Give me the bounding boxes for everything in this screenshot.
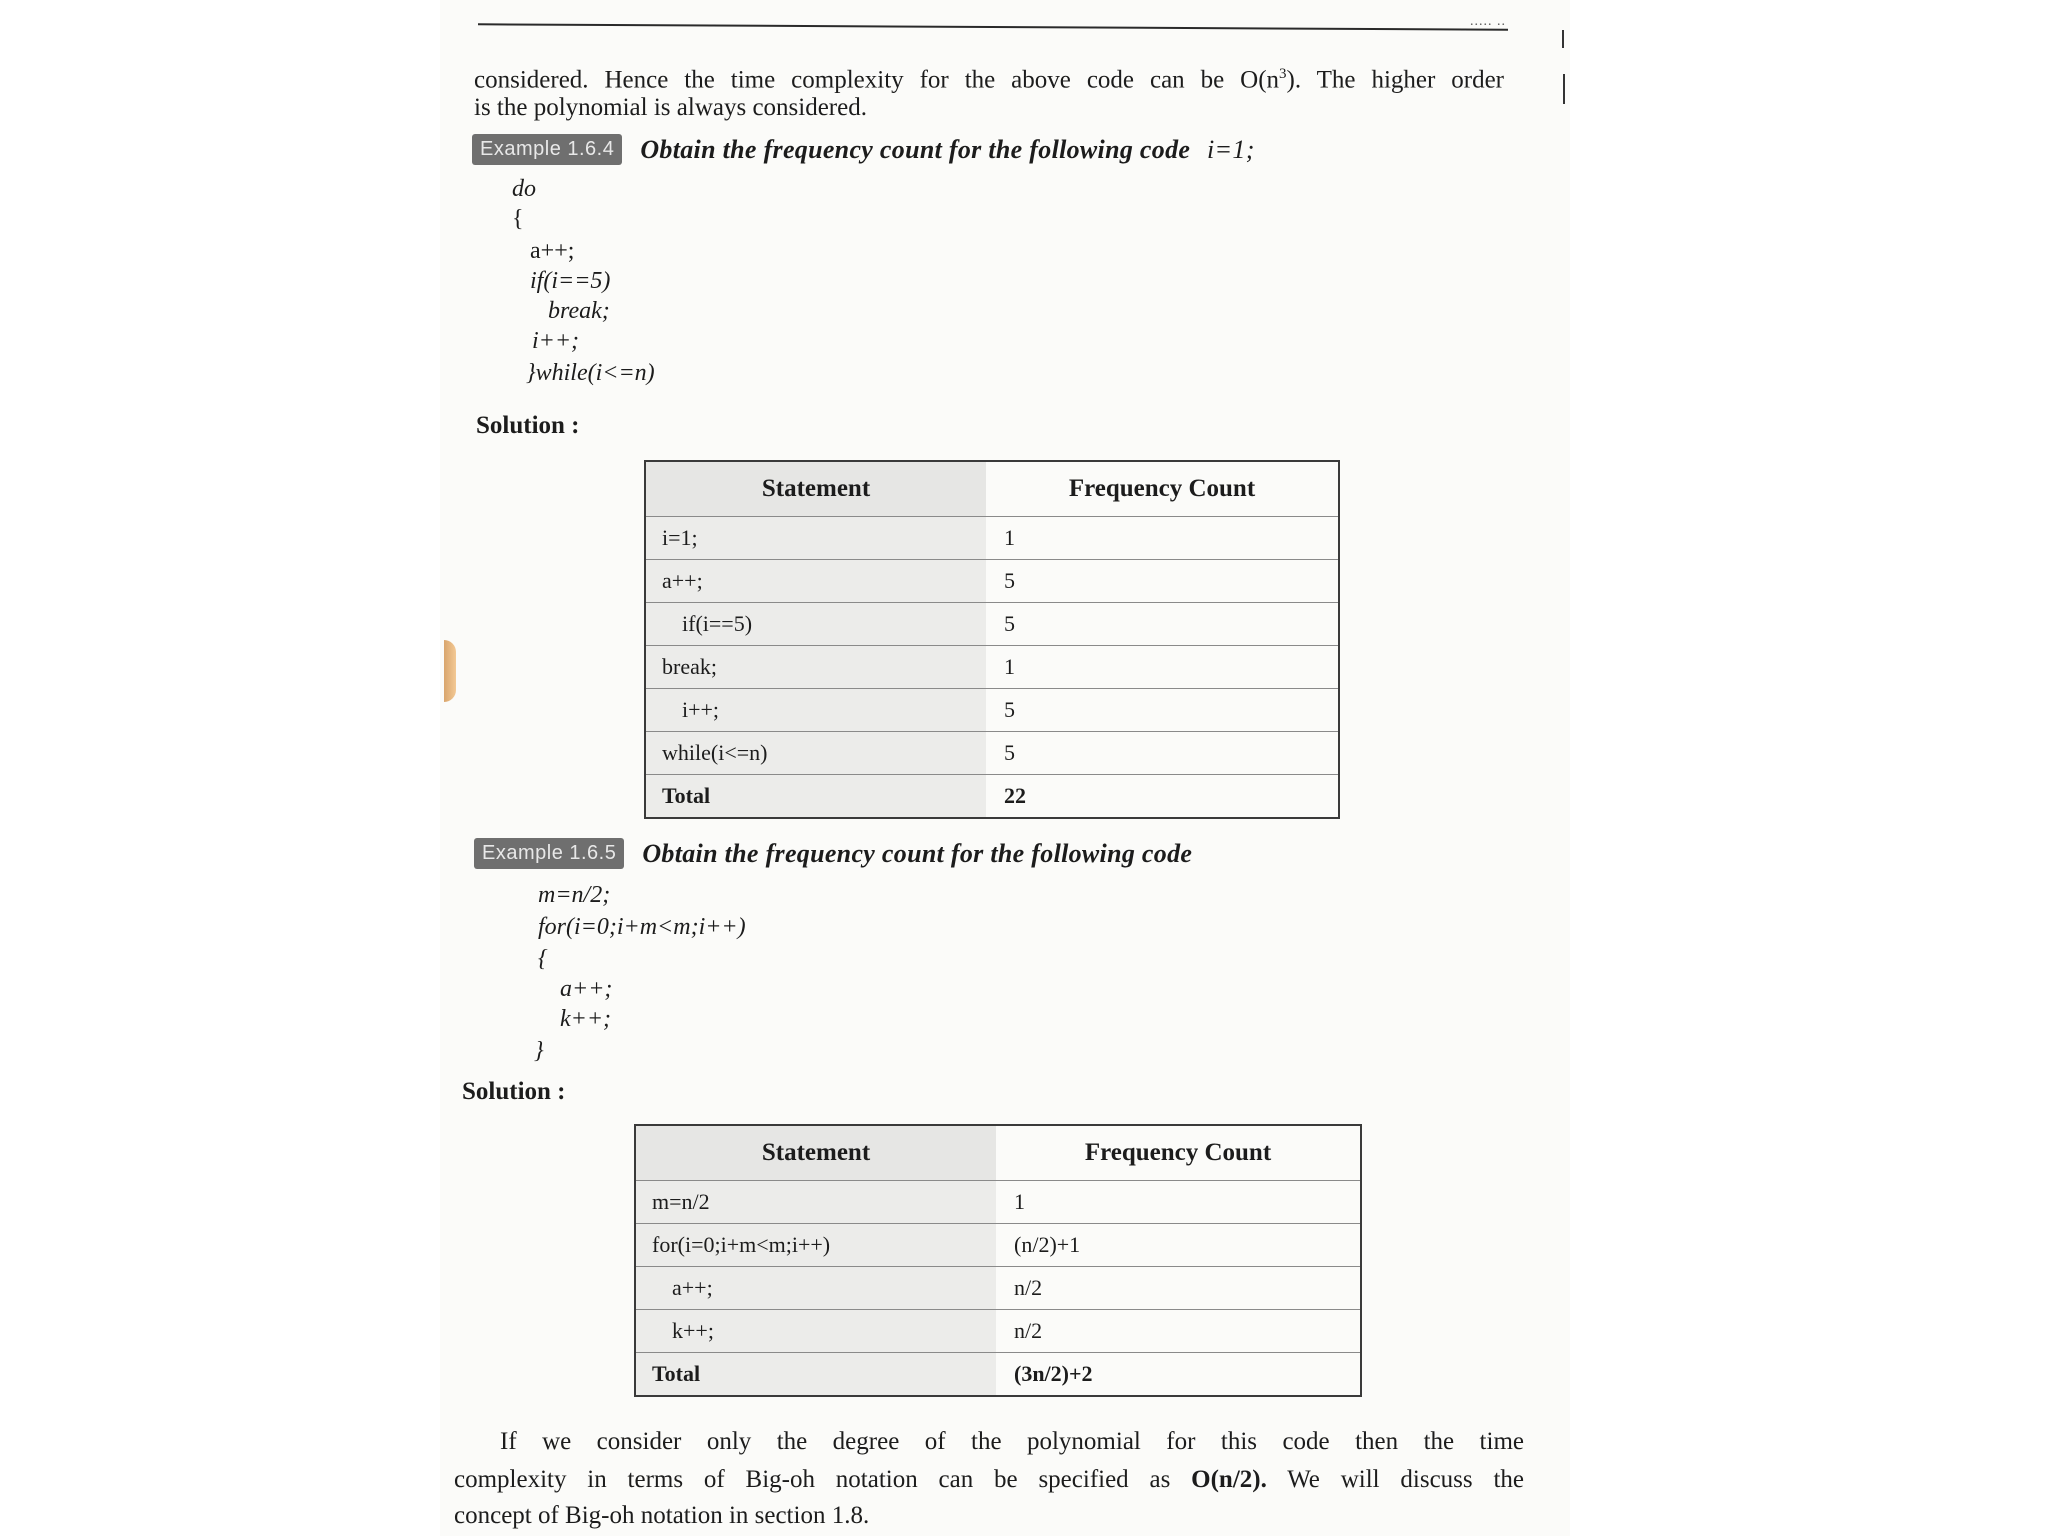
code-line: do <box>512 176 536 202</box>
table-row <box>645 646 1339 689</box>
statement-cell: i++; <box>645 689 986 732</box>
count-cell: 5 <box>986 732 1339 775</box>
table-row <box>635 1310 1361 1353</box>
statement-cell: a++; <box>645 560 986 603</box>
example-prompt: Obtain the frequency count for the following code <box>642 838 1193 868</box>
conclusion-line-2 <box>454 1462 1524 1498</box>
frequency-table-2 <box>634 1124 1362 1397</box>
column-header-statement: Statement <box>645 461 986 517</box>
solution-label: Solution : <box>462 1078 566 1105</box>
example-1-heading <box>472 134 1255 165</box>
table-row <box>645 689 1339 732</box>
code-line: { <box>512 206 524 232</box>
example-2-heading <box>474 838 1192 869</box>
count-cell: 5 <box>986 689 1339 732</box>
example-prompt-code: i=1; <box>1207 134 1255 164</box>
header-marks: ..... .. <box>1470 14 1506 29</box>
table-total-row <box>635 1353 1361 1397</box>
total-label-cell: Total <box>645 775 986 819</box>
conclusion-text-end: We will discuss the <box>1266 1466 1524 1493</box>
example-badge: Example 1.6.4 <box>472 134 622 165</box>
count-cell: (n/2)+1 <box>996 1224 1361 1267</box>
code-line: }while(i<=n) <box>526 360 655 386</box>
count-cell: 5 <box>986 560 1339 603</box>
statement-cell: k++; <box>635 1310 996 1353</box>
total-label-cell: Total <box>635 1353 996 1397</box>
code-line: i++; <box>532 328 580 354</box>
count-cell: n/2 <box>996 1267 1361 1310</box>
table-header-row <box>635 1125 1361 1181</box>
intro-text: considered. Hence the time complexity for the above code can be O(n <box>474 66 1280 94</box>
conclusion-line-1: If we consider only the degree of the polynomial for this code then the time <box>500 1428 1524 1455</box>
intro-text-end: ). The higher order <box>1286 66 1505 94</box>
column-header-statement: Statement <box>635 1125 996 1181</box>
table-row <box>645 732 1339 775</box>
example-prompt-text: Obtain the frequency count for the following code <box>640 134 1191 164</box>
code-line: k++; <box>560 1006 612 1032</box>
count-cell: 1 <box>986 646 1339 689</box>
statement-cell: a++; <box>635 1267 996 1310</box>
code-line: a++; <box>530 238 575 264</box>
count-cell: 1 <box>996 1181 1361 1224</box>
solution-label: Solution : <box>476 412 580 439</box>
thumb-shadow <box>444 640 456 702</box>
count-cell: n/2 <box>996 1310 1361 1353</box>
frequency-table-1 <box>644 460 1340 819</box>
code-line: break; <box>548 298 610 324</box>
right-edge-mark <box>1563 74 1565 104</box>
column-header-frequency: Frequency Count <box>986 461 1339 517</box>
code-line: a++; <box>560 976 613 1002</box>
intro-line-2: is the polynomial is always considered. <box>474 94 867 121</box>
exponent: 3 <box>1279 66 1287 82</box>
example-prompt <box>640 135 1254 165</box>
table-total-row <box>645 775 1339 819</box>
code-line: m=n/2; <box>538 882 611 908</box>
big-oh-result: O(n/2). <box>1191 1466 1267 1493</box>
table-row <box>645 560 1339 603</box>
table-row <box>645 603 1339 646</box>
code-line: if(i==5) <box>530 268 611 294</box>
statement-cell: break; <box>645 646 986 689</box>
statement-cell: while(i<=n) <box>645 732 986 775</box>
conclusion-text: complexity in terms of Big-oh notation can be specified as <box>454 1466 1192 1493</box>
count-cell: 1 <box>986 517 1339 560</box>
example-badge: Example 1.6.5 <box>474 838 624 869</box>
table-row <box>635 1224 1361 1267</box>
statement-cell: m=n/2 <box>635 1181 996 1224</box>
right-edge-mark <box>1562 30 1564 48</box>
statement-cell: for(i=0;i+m<m;i++) <box>635 1224 996 1267</box>
code-line: for(i=0;i+m<m;i++) <box>538 914 746 940</box>
statement-cell: i=1; <box>645 517 986 560</box>
table-row <box>645 517 1339 560</box>
table-row <box>635 1267 1361 1310</box>
table-row <box>635 1181 1361 1224</box>
code-line: { <box>538 946 548 972</box>
count-cell: 5 <box>986 603 1339 646</box>
column-header-frequency: Frequency Count <box>996 1125 1361 1181</box>
conclusion-line-3: concept of Big-oh notation in section 1.8. <box>454 1502 870 1529</box>
total-count-cell: (3n/2)+2 <box>996 1353 1361 1397</box>
statement-cell: if(i==5) <box>645 603 986 646</box>
table-header-row <box>645 461 1339 517</box>
total-count-cell: 22 <box>986 775 1339 819</box>
code-line: } <box>534 1038 544 1064</box>
